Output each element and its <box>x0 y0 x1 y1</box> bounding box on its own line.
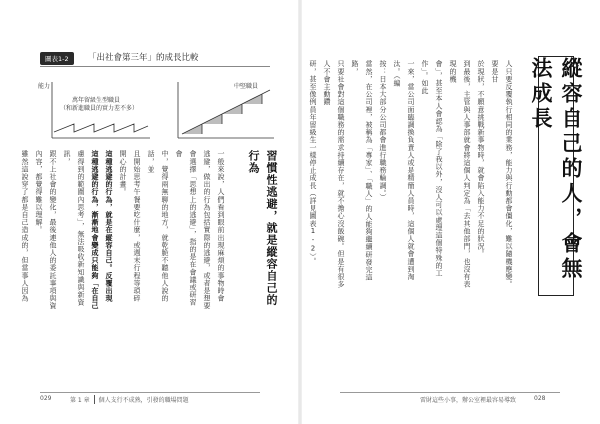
left-body-line: 逃避，做出的行為包括實際的逃避，或者是想要 <box>203 150 211 310</box>
left-body-line: 跟不上社會的變化，最後連他人的委託事項與資 <box>49 150 57 310</box>
left-page-number: 029 <box>40 395 52 402</box>
right-body-line: 於現狀，不願意挑戰新事物時，就會陷入能力不足的狀況。 <box>477 60 485 258</box>
left-body-line: 且開始思考午餐要吃什麼，或週末行程等瑣碎 <box>133 150 141 302</box>
figure-divider <box>40 66 270 67</box>
chapter-number: 第 1 章 <box>70 397 90 404</box>
right-body-line: 會」，甚至本人會認為「除了我以外，沒人可以處理這個特殊的工作」。如此 <box>421 60 443 277</box>
book-gutter <box>298 0 302 424</box>
left-body-line: 慮得到的範圍內思考」，無法吸收新知識與新資訊， <box>63 150 85 307</box>
left-axis-label: 能力 <box>38 83 51 90</box>
section-subheading: 習慣性逃避，就是縱容自己的行為 <box>247 150 278 306</box>
chapter-title: 個人支行不成熟，引發的職場問題 <box>94 395 189 404</box>
right-running-header: 雷財這些小事，辦公室裡最容易導致 <box>420 397 517 404</box>
left-body-line: 中，覺得兩無聊的地方，就乾脆不聽他人說的話，並 <box>147 150 169 302</box>
figure-label: 圖表1-2 <box>40 52 74 65</box>
left-running-header <box>70 395 189 404</box>
right-body-line: 按：日本大部分公司都會進行職務輪調。） <box>379 60 387 201</box>
left-body-line-emphasis: 這種逃避的行為，漸漸地會變成只能夠「在自己 <box>91 150 99 310</box>
right-body-line: 當然，在公司裡，被稱為「專家」、「職人」的人能夠繼續研發完這路， <box>351 60 373 281</box>
right-footer-rule <box>340 392 560 393</box>
stagnant-sawtooth-line <box>54 124 148 132</box>
stagnant-employee-note: （和新進職員的實力差不多） <box>60 105 139 112</box>
right-body-line: 只要社會對這個職務的需求持續存在，就不擔心沒飯碗。但是有很多人不會主動鑽 <box>323 60 345 288</box>
growth-comparison-chart <box>38 78 278 146</box>
left-body-line: 會選擇「思想上的逃避」，指的是在會議或研習會 <box>175 150 197 307</box>
left-body-line: 一般來說，人們看到眼前出現麻煩的事物時會 <box>217 150 225 302</box>
chapter-section-title <box>529 56 584 296</box>
right-body-line: 研，甚至像例員年留級生一樣停止成長（詳見圖表1-2）。 <box>309 60 317 265</box>
growth-step-line <box>182 90 270 134</box>
mid-career-label: 中堅職員 <box>234 83 259 90</box>
right-body-line: 人只要反覆執行相同的業務，能力與行動都會僵化，難以隨機應變。要是甘 <box>491 60 513 288</box>
left-body-line: 開心的計畫。 <box>119 150 127 196</box>
section-title-text: 縱容自己的人，會無法成長 <box>529 57 584 282</box>
right-body-line: 到最後，主管與人事部就會將這個人判定為「去其他部門，也沒有表現的機 <box>449 60 471 288</box>
left-page-body <box>21 150 242 310</box>
left-footer-rule <box>40 392 260 393</box>
right-page-number: 028 <box>534 395 546 402</box>
left-body-line: 內容，都覺得難以理解。 <box>35 150 43 234</box>
right-page-body <box>309 60 530 290</box>
stagnant-employee-label: 萬年留級生型職員 <box>72 97 121 104</box>
right-body-line: 一來，當公司面臨調換負責人或是精簡人員時，這個人就會遭到淘汰。（編 <box>393 60 415 281</box>
left-body-line-emphasis: 這種逃避的行為，就是在縱容自己。反覆出現 <box>105 150 113 302</box>
figure-title: 「出社會第三年」的成長比較 <box>88 53 199 63</box>
left-body-line: 雖然這說穿了都是自己造成的，但當事人因為 <box>21 150 29 302</box>
